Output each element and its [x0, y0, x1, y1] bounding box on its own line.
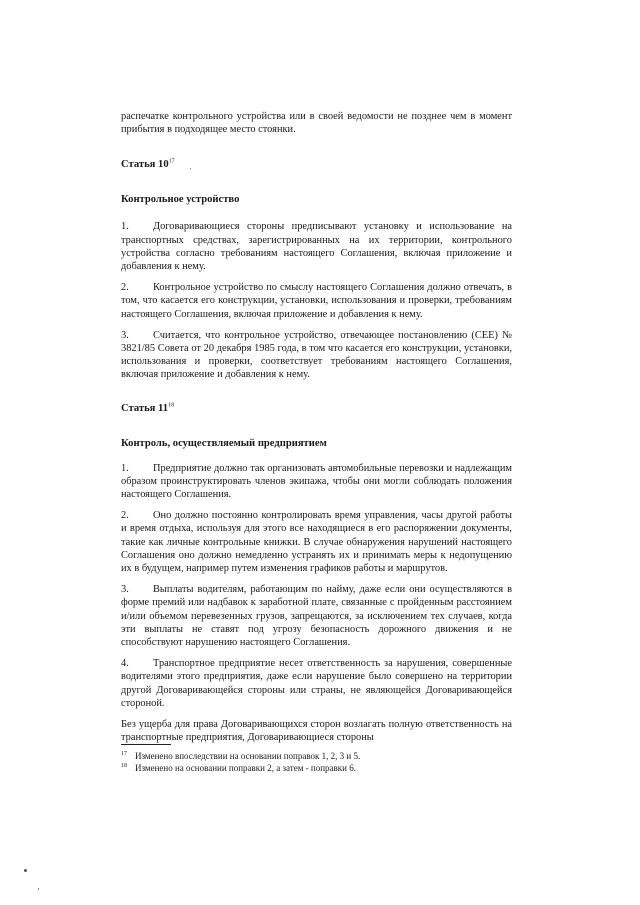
footnote-separator [121, 744, 171, 745]
article-10-paragraph-1: 1. Договаривающиеся стороны предписывают установку и использование на транспортных средствах, зарегистрированных на их территории, контрольного устройства согласно требованиям настоящего Соглашения, включая приложение и добавления к нему. [121, 221, 512, 273]
article-10-paragraph-3: 3. Считается, что контрольное устройство, отвечающее постановлению (СЕЕ) № 3821/85 Совета от 20 декабря 1985 года, в том что касается его конструкции, установки, использования и проверки, соответствует требованиям настоящего Соглашения, включая приложение и добавления к нему. [121, 329, 512, 381]
article-11-heading: Статья $11^{18}$ [121, 402, 175, 414]
footnote-ref-18: 18 [168, 402, 175, 409]
scan-speck [38, 888, 39, 890]
article-10-heading: Статья $10^{17}$ [121, 158, 175, 171]
scan-speck [24, 869, 27, 872]
article-11-closing-text: Без ущерба для права Договаривающихся сторон возлагать полную ответственность на транспортные предприятия, Договаривающиеся стороны [121, 719, 512, 744]
continuation-text: распечатке контрольного устройства или в своей ведомости не позднее чем в момент прибытия в подходящее место стоянки. [121, 111, 512, 136]
article-11-paragraph-3: 3. Выплаты водителям, работающим по найму, даже если они осуществляются в форме премий или надбавок к заработной плате, связанные с пройденным расстоянием и/или объемом перевезенных грузов, запрещаются, за исключением тех случаев, когда эти выплаты не ставят под угрозу безопасность дорожного движения и не способствуют нарушению настоящего Соглашения. [121, 584, 512, 649]
article-11-paragraph-2: 2. Оно должно постоянно контролировать время управления, часы другой работы и время отдыха, используя для этого все находящиеся в его распоряжении документы, такие как личные контрольные книжки. В случае обнаружения нарушений настоящего Соглашения оно должно немедленно устранять их и принимать меры к недопущению их в будущем, например путем изменения графиков работы и маршрутов. [121, 510, 512, 575]
document-body [121, 110, 512, 745]
footnote-ref-17: 17 [168, 158, 175, 165]
footnote-18: 18 Изменено на основании поправки 2, а затем - поправки 6. [121, 762, 356, 773]
article-10-subtitle: Контрольное устройство [121, 194, 240, 206]
article-11-paragraph-4: 4. Транспортное предприятие несет ответственность за нарушения, совершенные водителями этого предприятия, даже если нарушение было совершено на территории другой Договаривающейся стороны или страны, не являющейся Договаривающейся стороной. [121, 658, 512, 709]
article-11-subtitle: Контроль, осуществляемый предприятием [121, 437, 327, 449]
scan-speck [190, 168, 191, 169]
footnote-17: 17 Изменено впоследствии на основании поправок 1, 2, 3 и 5. [121, 751, 361, 761]
article-11-paragraph-1: 1. Предприятие должно так организовать автомобильные перевозки и надлежащим образом проинструктировать членов экипажа, чтобы они могли соблюдать положения настоящего Соглашения. [121, 462, 512, 501]
article-10-paragraph-2: 2. Контрольное устройство по смыслу настоящего Соглашения должно отвечать, в том, что касается его конструкции, установки, использования и проверки, требованиям настоящего Соглашения, включая приложение и добавления к нему. [121, 282, 512, 320]
footnotes [121, 744, 512, 774]
